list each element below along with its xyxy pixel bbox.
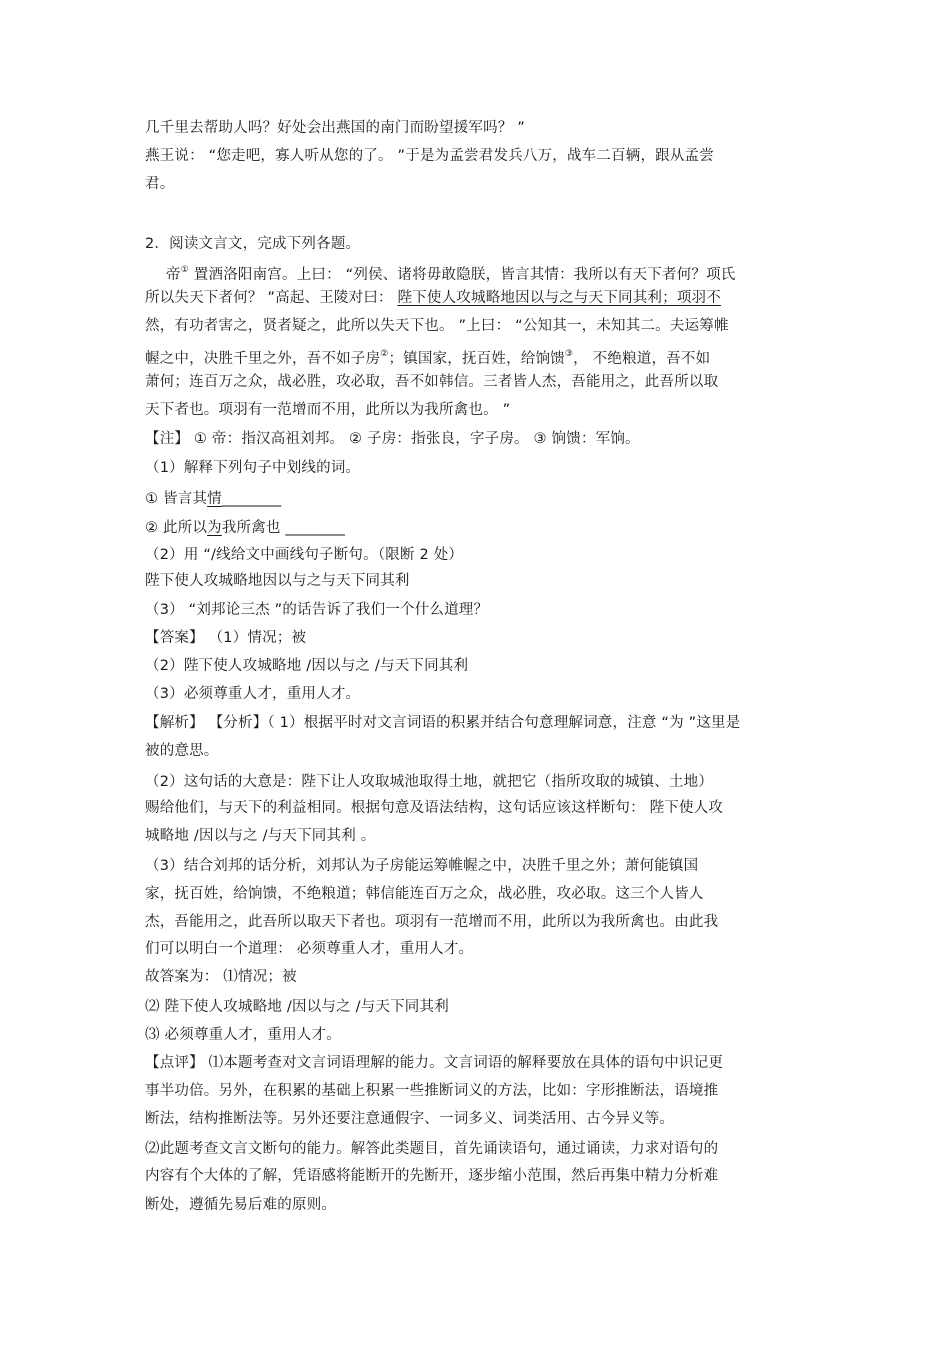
text-line: 天下者也。项羽有一范增而不用，此所以为我所禽也。 ” bbox=[145, 402, 511, 418]
text-fragment: 帝 bbox=[166, 267, 181, 283]
answer-blank: ________ bbox=[221, 491, 282, 507]
analysis-line: （3）结合刘邦的话分析，刘邦认为子房能运筹帷幄之中，决胜千里之外；萧何能镇国 bbox=[145, 858, 699, 874]
analysis-line: 赐给他们，与天下的利益相同。根据句意及语法结构，这句话应该这样断句： 陛下使人攻 bbox=[145, 800, 724, 816]
underlined-word: 情 bbox=[207, 491, 222, 507]
text-fragment: ；镇国家，抚百姓，给饷馈 bbox=[388, 351, 565, 367]
analysis-line: 被的意思。 bbox=[145, 743, 219, 759]
subquestion: （3） “刘邦论三杰 ”的话告诉了我们一个什么道理？ bbox=[145, 602, 489, 618]
final-answer-line: ⑵ 陛下使人攻城略地 /因以与之 /与天下同其利 bbox=[145, 999, 449, 1015]
subquestion-item bbox=[145, 518, 345, 538]
text-line bbox=[145, 288, 721, 308]
analysis-line: 【解析】 【分析】（ 1）根据平时对文言词语的积累并结合句意理解词意，注意 “为 ”这里是 bbox=[145, 715, 741, 731]
footnote-marker: ② bbox=[380, 349, 389, 359]
text-line: 陛下使人攻城略地因以与之与天下同其利 bbox=[145, 573, 410, 589]
notes-line: 【注】 ① 帝：指汉高祖刘邦。 ② 子房：指张良，字子房。 ③ 饷馈：军饷。 bbox=[145, 431, 640, 447]
underlined-word: 为 bbox=[207, 520, 222, 536]
subquestion: （2）用 “/线给文中画线句子断句。（限断 2 处） bbox=[145, 547, 464, 563]
comment-line: ⑵此题考查文言文断句的能力。解答此类题目，首先诵读语句，通过诵读，力求对语句的 bbox=[145, 1141, 719, 1157]
analysis-line: 杰，吾能用之，此吾所以取天下者也。项羽有一范增而不用，此所以为我所禽也。由此我 bbox=[145, 914, 719, 930]
text-fragment: 置酒洛阳南宫。上曰： “列侯、诸将毋敢隐朕，皆言其情：我所以有天下者何？项氏 bbox=[188, 267, 736, 283]
text-fragment: ， 不绝粮道，吾不如 bbox=[573, 351, 711, 367]
text-fragment: 所以失天下者何？ ”高起、王陵对曰： bbox=[145, 290, 398, 306]
comment-line: 【点评】 ⑴本题考查对文言词语理解的能力。文言词语的解释要放在具体的语句中识记更 bbox=[145, 1055, 724, 1071]
analysis-line: 们可以明白一个道理： 必须尊重人才，重用人才。 bbox=[145, 941, 474, 957]
text-fragment: ② 此所以 bbox=[145, 520, 208, 536]
final-answer-line: 故答案为： ⑴情况；被 bbox=[145, 969, 297, 985]
subquestion: （1）解释下列句子中划线的词。 bbox=[145, 460, 361, 476]
text-fragment: 我所禽也 ________ bbox=[221, 520, 346, 536]
text-line: 燕王说： “您走吧，寡人听从您的了。 ”于是为孟尝君发兵八万，战车二百辆，跟从孟尝 bbox=[145, 148, 714, 164]
text-line bbox=[166, 260, 736, 285]
answer-line: （3）必须尊重人才，重用人才。 bbox=[145, 686, 361, 702]
footnote-marker: ① bbox=[180, 265, 189, 275]
comment-line: 事半功倍。另外，在积累的基础上积累一些推断词义的方法，比如：字形推断法，语境推 bbox=[145, 1083, 719, 1099]
text-fragment: ① 皆言其 bbox=[145, 491, 208, 507]
answer-line: （2）陛下使人攻城略地 /因以与之 /与天下同其利 bbox=[145, 658, 469, 674]
underlined-sentence: 陛下使人攻城略地因以与之与天下同其利；项羽不 bbox=[397, 290, 721, 306]
analysis-line: 城略地 /因以与之 /与天下同其利 。 bbox=[145, 828, 376, 844]
subquestion-item bbox=[145, 489, 281, 509]
question-heading: 2．阅读文言文，完成下列各题。 bbox=[145, 236, 361, 252]
footnote-marker: ③ bbox=[564, 349, 574, 359]
text-line bbox=[145, 344, 710, 369]
text-line: 几千里去帮助人吗？好处会出燕国的南门而盼望援军吗？ ” bbox=[145, 120, 526, 136]
text-fragment: 幄之中，决胜千里之外，吾不如子房 bbox=[145, 351, 381, 367]
comment-line: 断处，遵循先易后难的原则。 bbox=[145, 1197, 337, 1213]
text-line: 君。 bbox=[145, 176, 175, 192]
comment-line: 内容有个大体的了解，凭语感将能断开的先断开，逐步缩小范围，然后再集中精力分析难 bbox=[145, 1168, 719, 1184]
final-answer-line: ⑶ 必须尊重人才，重用人才。 bbox=[145, 1027, 341, 1043]
analysis-line: 家，抚百姓，给饷馈，不绝粮道；韩信能连百万之众，战必胜，攻必取。这三个人皆人 bbox=[145, 886, 704, 902]
analysis-line: （2）这句话的大意是：陛下让人攻取城池取得土地，就把它（指所攻取的城镇、土地） bbox=[145, 774, 714, 790]
answer-line: 【答案】 （1）情况；被 bbox=[145, 630, 307, 646]
comment-line: 断法，结构推断法等。另外还要注意通假字、一词多义、词类活用、古今异义等。 bbox=[145, 1111, 675, 1127]
text-line: 然，有功者害之，贤者疑之，此所以失天下也。 ”上曰： “公知其一，未知其二。夫运筹帷 bbox=[145, 318, 729, 334]
text-line: 萧何；连百万之众，战必胜，攻必取，吾不如韩信。三者皆人杰，吾能用之，此吾所以取 bbox=[145, 374, 719, 390]
